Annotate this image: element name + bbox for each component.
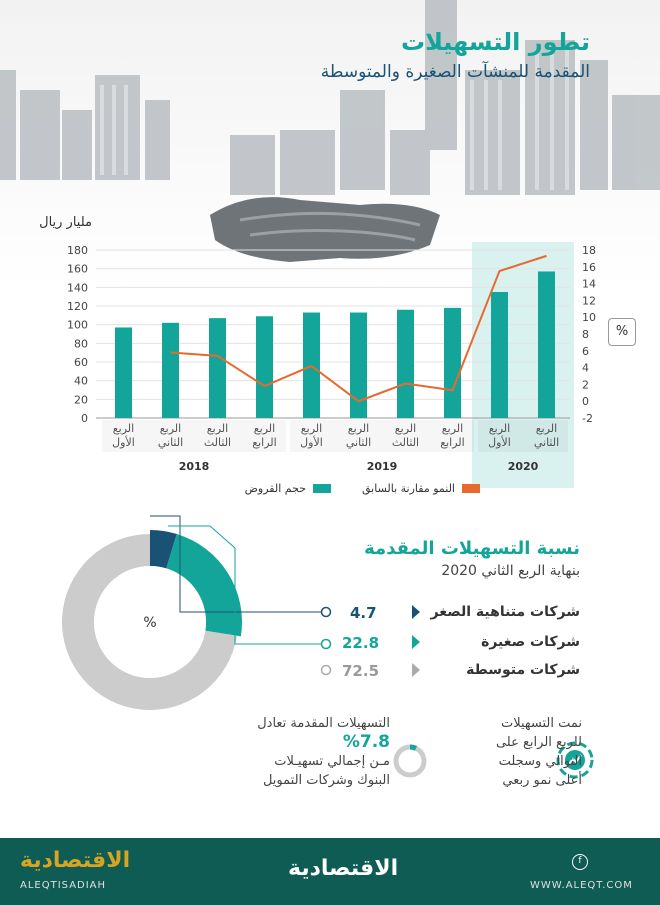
x-tick-label: الرابع (440, 436, 465, 449)
year-band (478, 420, 568, 452)
growth-note: نمت التسهيلات للربع الرابع على التوالي وسجلت أعلى نمو ربعي (495, 716, 582, 788)
triangle-marker-icon (412, 663, 420, 677)
footer-url[interactable]: WWW.ALEQT.COM (530, 880, 633, 891)
x-tick-label: الربع (535, 422, 558, 435)
footer (0, 838, 660, 905)
y2-tick-label: 10 (582, 311, 596, 325)
y-tick-label: 60 (74, 356, 88, 369)
share-item-label: شركات متوسطة (466, 662, 580, 678)
share-ring-icon (392, 743, 428, 779)
triangle-marker-icon (412, 635, 420, 649)
share-item-small (398, 634, 580, 650)
x-tick-label: الثالث (391, 436, 420, 449)
year-band (290, 420, 474, 452)
y2-tick-label: 0 (582, 395, 589, 409)
y2-tick-label: 4 (582, 361, 589, 375)
y-tick-label: 100 (67, 318, 88, 332)
share-header (364, 538, 580, 579)
y2-tick-label: 6 (582, 344, 589, 358)
x-tick-label: الرابع (252, 436, 277, 449)
page-header (321, 28, 590, 82)
legend-label-growth: النمو مقارنة بالسابق (361, 482, 455, 495)
x-tick-label: الأول (300, 436, 323, 449)
legend-swatch-growth (462, 484, 480, 493)
y2-tick-label: 8 (582, 328, 589, 341)
x-tick-label: الربع (159, 422, 182, 435)
y2-tick-label: -2 (582, 412, 593, 425)
loan-bar (115, 327, 132, 418)
y-tick-label: 40 (74, 374, 88, 388)
year-label: 2019 (366, 460, 398, 473)
donut-center-label: % (143, 615, 157, 631)
y-tick-label: 160 (67, 262, 88, 276)
footer-logo-ar: الاقتصادية (20, 848, 131, 873)
y-tick-label: 180 (67, 244, 88, 257)
share-item-label: شركات صغيرة (481, 634, 580, 650)
legend-swatch-loans (313, 484, 331, 493)
social-icon[interactable]: f (572, 854, 588, 870)
x-tick-label: الربع (347, 422, 370, 435)
share-subtitle: بنهاية الربع الثاني 2020 (441, 563, 580, 579)
x-tick-label: الربع (253, 422, 276, 435)
year-label: 2020 (507, 460, 539, 473)
x-tick-label: الثاني (345, 436, 372, 449)
share-note-lead: التسهيلات المقدمة تعادل (257, 716, 390, 731)
share-item-value: 4.7 (350, 604, 377, 622)
loan-bar (491, 292, 508, 418)
percent-axis-badge: % (608, 318, 636, 346)
x-tick-label: الربع (206, 422, 229, 435)
y2-tick-label: 18 (582, 244, 596, 257)
x-tick-label: الثالث (203, 436, 232, 449)
leader-lines (140, 508, 340, 688)
triangle-marker-icon (412, 605, 420, 619)
loan-bar (444, 308, 461, 418)
y-tick-label: 20 (74, 393, 88, 407)
share-item-value: 22.8 (342, 634, 380, 652)
y-tick-label: 0 (81, 412, 88, 425)
share-item-medium (398, 662, 580, 678)
share-note-value: %7.8 (342, 732, 390, 752)
x-tick-label: الربع (300, 422, 323, 435)
share-note-tail: مـن إجمالي تسهيـلات البنوك وشركات التمويل (262, 754, 390, 788)
year-label: 2018 (178, 460, 210, 473)
y2-tick-label: 16 (582, 260, 596, 274)
x-tick-label: الثاني (533, 436, 560, 449)
x-tick-label: الربع (112, 422, 135, 435)
page-title: تطور التسهيلات (400, 28, 590, 56)
footer-center-logo: الاقتصادية (288, 856, 399, 881)
x-tick-label: الربع (441, 422, 464, 435)
y-tick-label: 120 (67, 300, 88, 313)
legend-label-loans: حجم القروض (244, 482, 306, 495)
x-tick-label: الأول (488, 436, 511, 449)
x-tick-label: الربع (488, 422, 511, 435)
x-tick-label: الربع (394, 422, 417, 435)
y2-tick-label: 2 (582, 378, 589, 392)
loan-bar (397, 310, 414, 418)
y-tick-label: 140 (67, 281, 88, 295)
x-tick-label: الثاني (157, 436, 184, 449)
loan-bar (162, 323, 179, 418)
y2-tick-label: 12 (582, 294, 596, 308)
year-band (102, 420, 286, 452)
share-item-value: 72.5 (342, 662, 380, 680)
loan-bar (538, 271, 555, 418)
loan-bar (209, 318, 226, 418)
share-note (250, 714, 390, 790)
y-axis-label: مليار ريال (39, 215, 92, 230)
x-tick-label: الأول (112, 436, 135, 449)
share-item-label: شركات متناهية الصغر (430, 604, 580, 620)
loan-bar (256, 316, 273, 418)
footer-logo-en: ALEQTISADIAH (20, 880, 107, 891)
y-tick-label: 80 (74, 337, 88, 351)
loans-chart (0, 190, 660, 500)
share-title: نسبة التسهيلات المقدمة (364, 538, 580, 559)
share-item-micro (398, 604, 580, 620)
page-subtitle: المقدمة للمنشآت الصغيرة والمتوسطة (320, 62, 590, 82)
y2-tick-label: 14 (582, 277, 596, 291)
